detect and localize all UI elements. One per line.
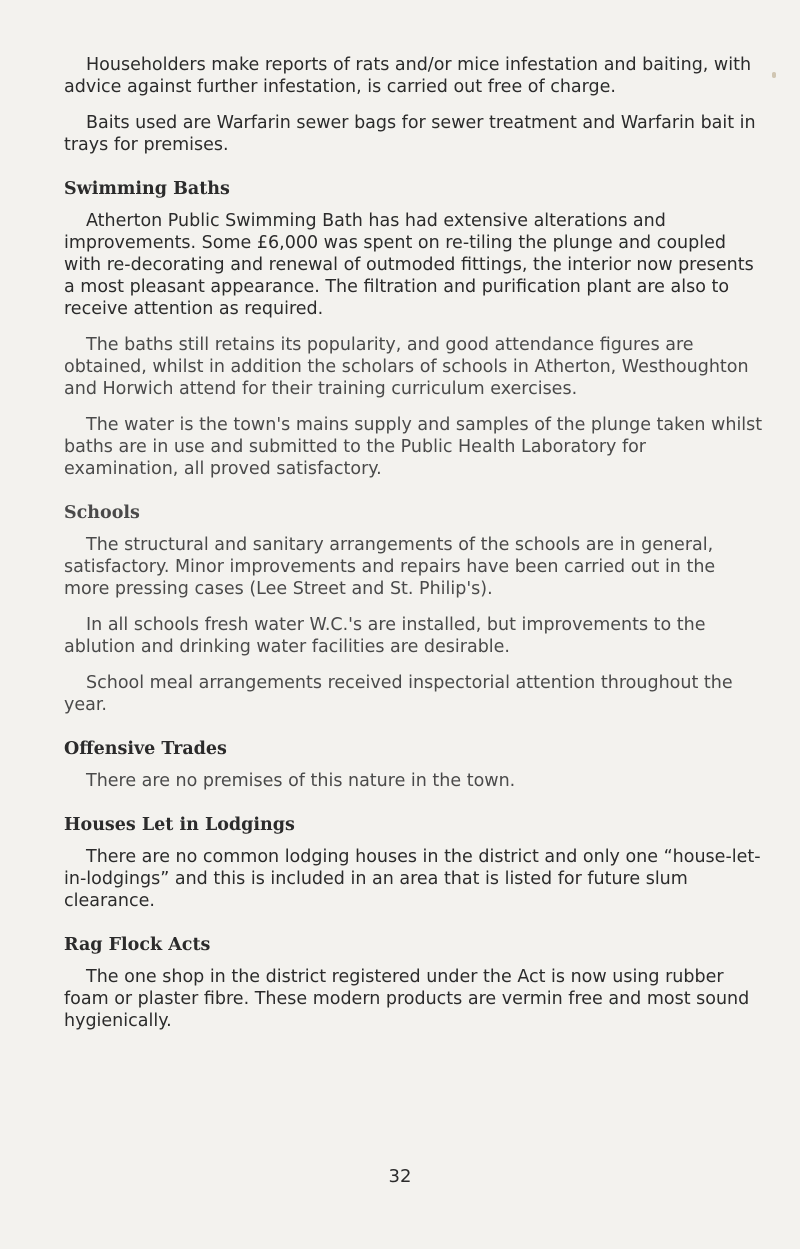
section-houses-let-in-lodgings: [64, 814, 764, 912]
section-heading: Rag Flock Acts: [64, 935, 211, 955]
section-rag-flock-acts: [64, 934, 764, 1032]
section-heading: Houses Let in Lodgings: [64, 815, 295, 835]
intro-paragraph-2: Baits used are Warfarin sewer bags for sewer treatment and Warfarin bait in trays for premises.: [64, 113, 756, 155]
section-paragraph: School meal arrangements received inspectorial attention throughout the year.: [64, 673, 733, 715]
section-paragraph: Atherton Public Swimming Bath has had extensive alterations and improvements. Some £6,000 was spent on re-tiling the plunge and coupled with re-decorating and renewal of outmoded fittings, the interior now presents a most pleasant appearance. The filtration and purification plant are also to receive attention as required.: [64, 211, 754, 319]
section-paragraph: The structural and sanitary arrangements of the schools are in general, satisfactory. Minor improvements and repairs have been carried out in the more pressing cases (Lee Street and St. Philip's).: [64, 535, 716, 599]
section-paragraph: The one shop in the district registered under the Act is now using rubber foam or plaster fibre. These modern products are vermin free and most sound hygienically.: [64, 967, 750, 1031]
section-heading: Schools: [64, 503, 140, 523]
section-swimming-baths: [64, 178, 764, 480]
page-number: 32: [388, 1166, 412, 1187]
intro-paragraph-1: Householders make reports of rats and/or mice infestation and baiting, with advice against further infestation, is carried out free of charge.: [64, 55, 752, 97]
section-paragraph: In all schools fresh water W.C.'s are installed, but improvements to the ablution and drinking water facilities are desirable.: [64, 615, 706, 657]
section-offensive-trades: [64, 738, 764, 792]
section-heading: Swimming Baths: [64, 179, 230, 199]
section-heading: Offensive Trades: [64, 739, 227, 759]
section-paragraph: There are no premises of this nature in the town.: [86, 771, 516, 791]
section-schools: [64, 502, 764, 716]
section-paragraph: The baths still retains its popularity, and good attendance figures are obtained, whilst in addition the scholars of schools in Atherton, Westhoughton and Horwich attend for their training curriculum exercises.: [64, 335, 749, 399]
paper-speck: [772, 72, 776, 78]
document-page: [64, 54, 764, 1032]
section-paragraph: There are no common lodging houses in the district and only one “house-let-in-lodgings” and this is included in an area that is listed for future slum clearance.: [64, 847, 761, 911]
section-paragraph: The water is the town's mains supply and samples of the plunge taken whilst baths are in use and submitted to the Public Health Laboratory for examination, all proved satisfactory.: [64, 415, 763, 479]
